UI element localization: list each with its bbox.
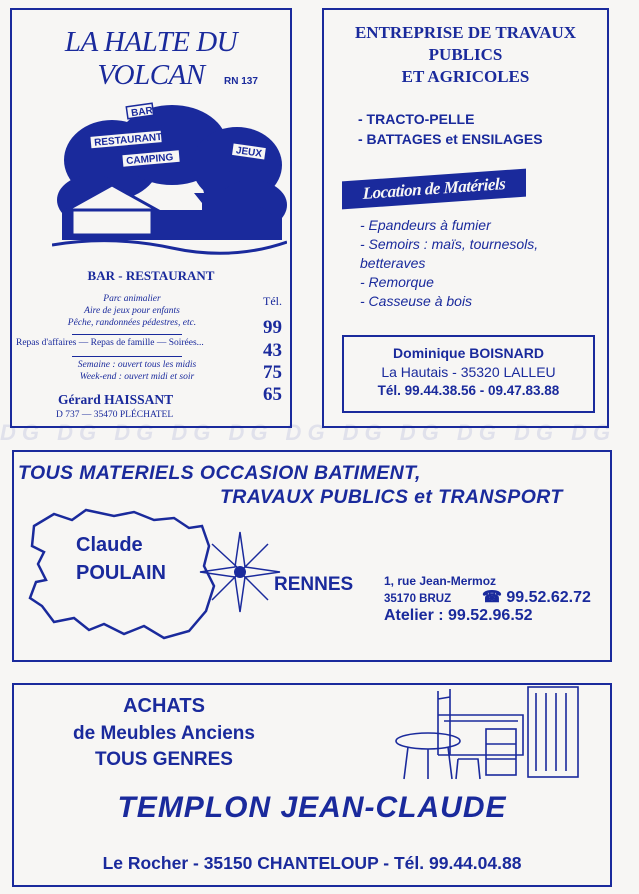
ad3-name-first: Claude [76,534,143,556]
ad1-phone-part3: 75 [263,362,282,383]
ad3-city: RENNES [274,574,354,595]
ad1-rule-1 [72,334,182,335]
ad1-address: D 737 — 35470 PLÉCHATEL [56,410,174,420]
ad1-phone-part1: 99 [263,317,282,338]
ad3-phone: 99.52.62.72 [506,589,591,606]
ad2-contact-name: Dominique BOISNARD [393,345,544,361]
ad2-contact-box [342,335,595,413]
ad2-heading-line1: ENTREPRISE DE TRAVAUX [354,23,577,42]
ad3-workshop-line [384,607,533,625]
ad1-rule-2 [72,356,182,357]
restaurant-illustration [52,90,287,265]
ad1-line1: Parc animalier [103,294,161,304]
ad1-title: LA HALTE DU VOLCAN [64,26,238,91]
ad1-line3: Pêche, randonnées pédestres, etc. [67,318,197,328]
ad3-postcode: 35170 BRUZ [384,593,452,605]
phone-icon: ☎ [482,589,507,606]
ad1-line6: Week-end : ouvert midi et soir [79,372,195,382]
ad2-heading-line2: PUBLICS [428,45,503,64]
ad2-service-2: - BATTAGES et ENSILAGES [358,131,543,147]
ad2-contact-address: La Hautais - 35320 LALLEU [381,364,556,380]
ad1-line2: Aire de jeux pour enfants [84,306,180,316]
antique-furniture-illustration [388,685,584,783]
ad4-line3: TOUS GENRES [95,749,233,770]
ad1-phone-part4: 65 [263,384,282,405]
ad1-line5: Semaine : ouvert tous les midis [77,360,197,370]
ad4-address: Le Rocher - 35150 CHANTELOUP - Tél. 99.44.04.88 [102,853,522,873]
ad2-rental-1: - Epandeurs à fumier [360,217,491,233]
sign-bar: BAR [130,105,154,120]
ad2-rental-banner [342,169,526,210]
ad1-route: RN 137 [224,76,258,87]
sign-camping: CAMPING [125,152,174,168]
ad3-headline-1: TOUS MATERIELS OCCASION BATIMENT, [18,462,421,484]
ad3-workshop-label: Atelier : [384,607,444,624]
watermark-text: DG DG DG DG DG DG DG DG DG DG DG [0,420,617,445]
ad4-line1: ACHATS [123,695,205,717]
ad2-rental-2b: betteraves [360,255,426,271]
ad2-heading-line3: ET AGRICOLES [401,67,530,86]
ad1-tel-label: Tél. [263,294,282,308]
ad1-phone-part2: 43 [263,340,282,361]
ad2-rental-2: - Semoirs : maïs, tournesols, [360,236,539,252]
ad-entreprise-travaux [322,8,609,428]
ad-claude-poulain [12,450,612,662]
sign-jeux: JEUX [235,145,263,160]
ad3-headline-2: TRAVAUX PUBLICS et TRANSPORT [220,486,563,508]
ad2-rental-banner-text: Location de Matériels [362,174,506,203]
ad3-name-last: POULAIN [76,562,166,584]
ad4-line2: de Meubles Anciens [73,723,255,744]
ad4-name: TEMPLON JEAN-CLAUDE [117,791,507,824]
ad1-subtitle: BAR - RESTAURANT [87,268,215,283]
ad2-heading [324,22,607,88]
ad-halte-du-volcan [10,8,292,428]
ad-templon [12,683,612,887]
compass-star-icon [198,530,282,614]
ad3-phone-line [482,587,591,607]
sign-restaurant: RESTAURANT [93,131,163,149]
ad1-owner: Gérard HAISSANT [58,392,174,407]
ad3-street: 1, rue Jean-Mermoz [384,574,497,588]
ad2-contact-phone: Tél. 99.44.38.56 - 09.47.83.88 [377,383,560,398]
ad3-workshop-phone: 99.52.96.52 [448,607,533,624]
ad1-line4: Repas d'affaires — Repas de famille — Soirées... [16,338,204,348]
ad2-rental-3: - Remorque [360,274,434,290]
ad2-service-1: - TRACTO-PELLE [358,111,475,127]
ad2-rental-4: - Casseuse à bois [360,293,473,309]
